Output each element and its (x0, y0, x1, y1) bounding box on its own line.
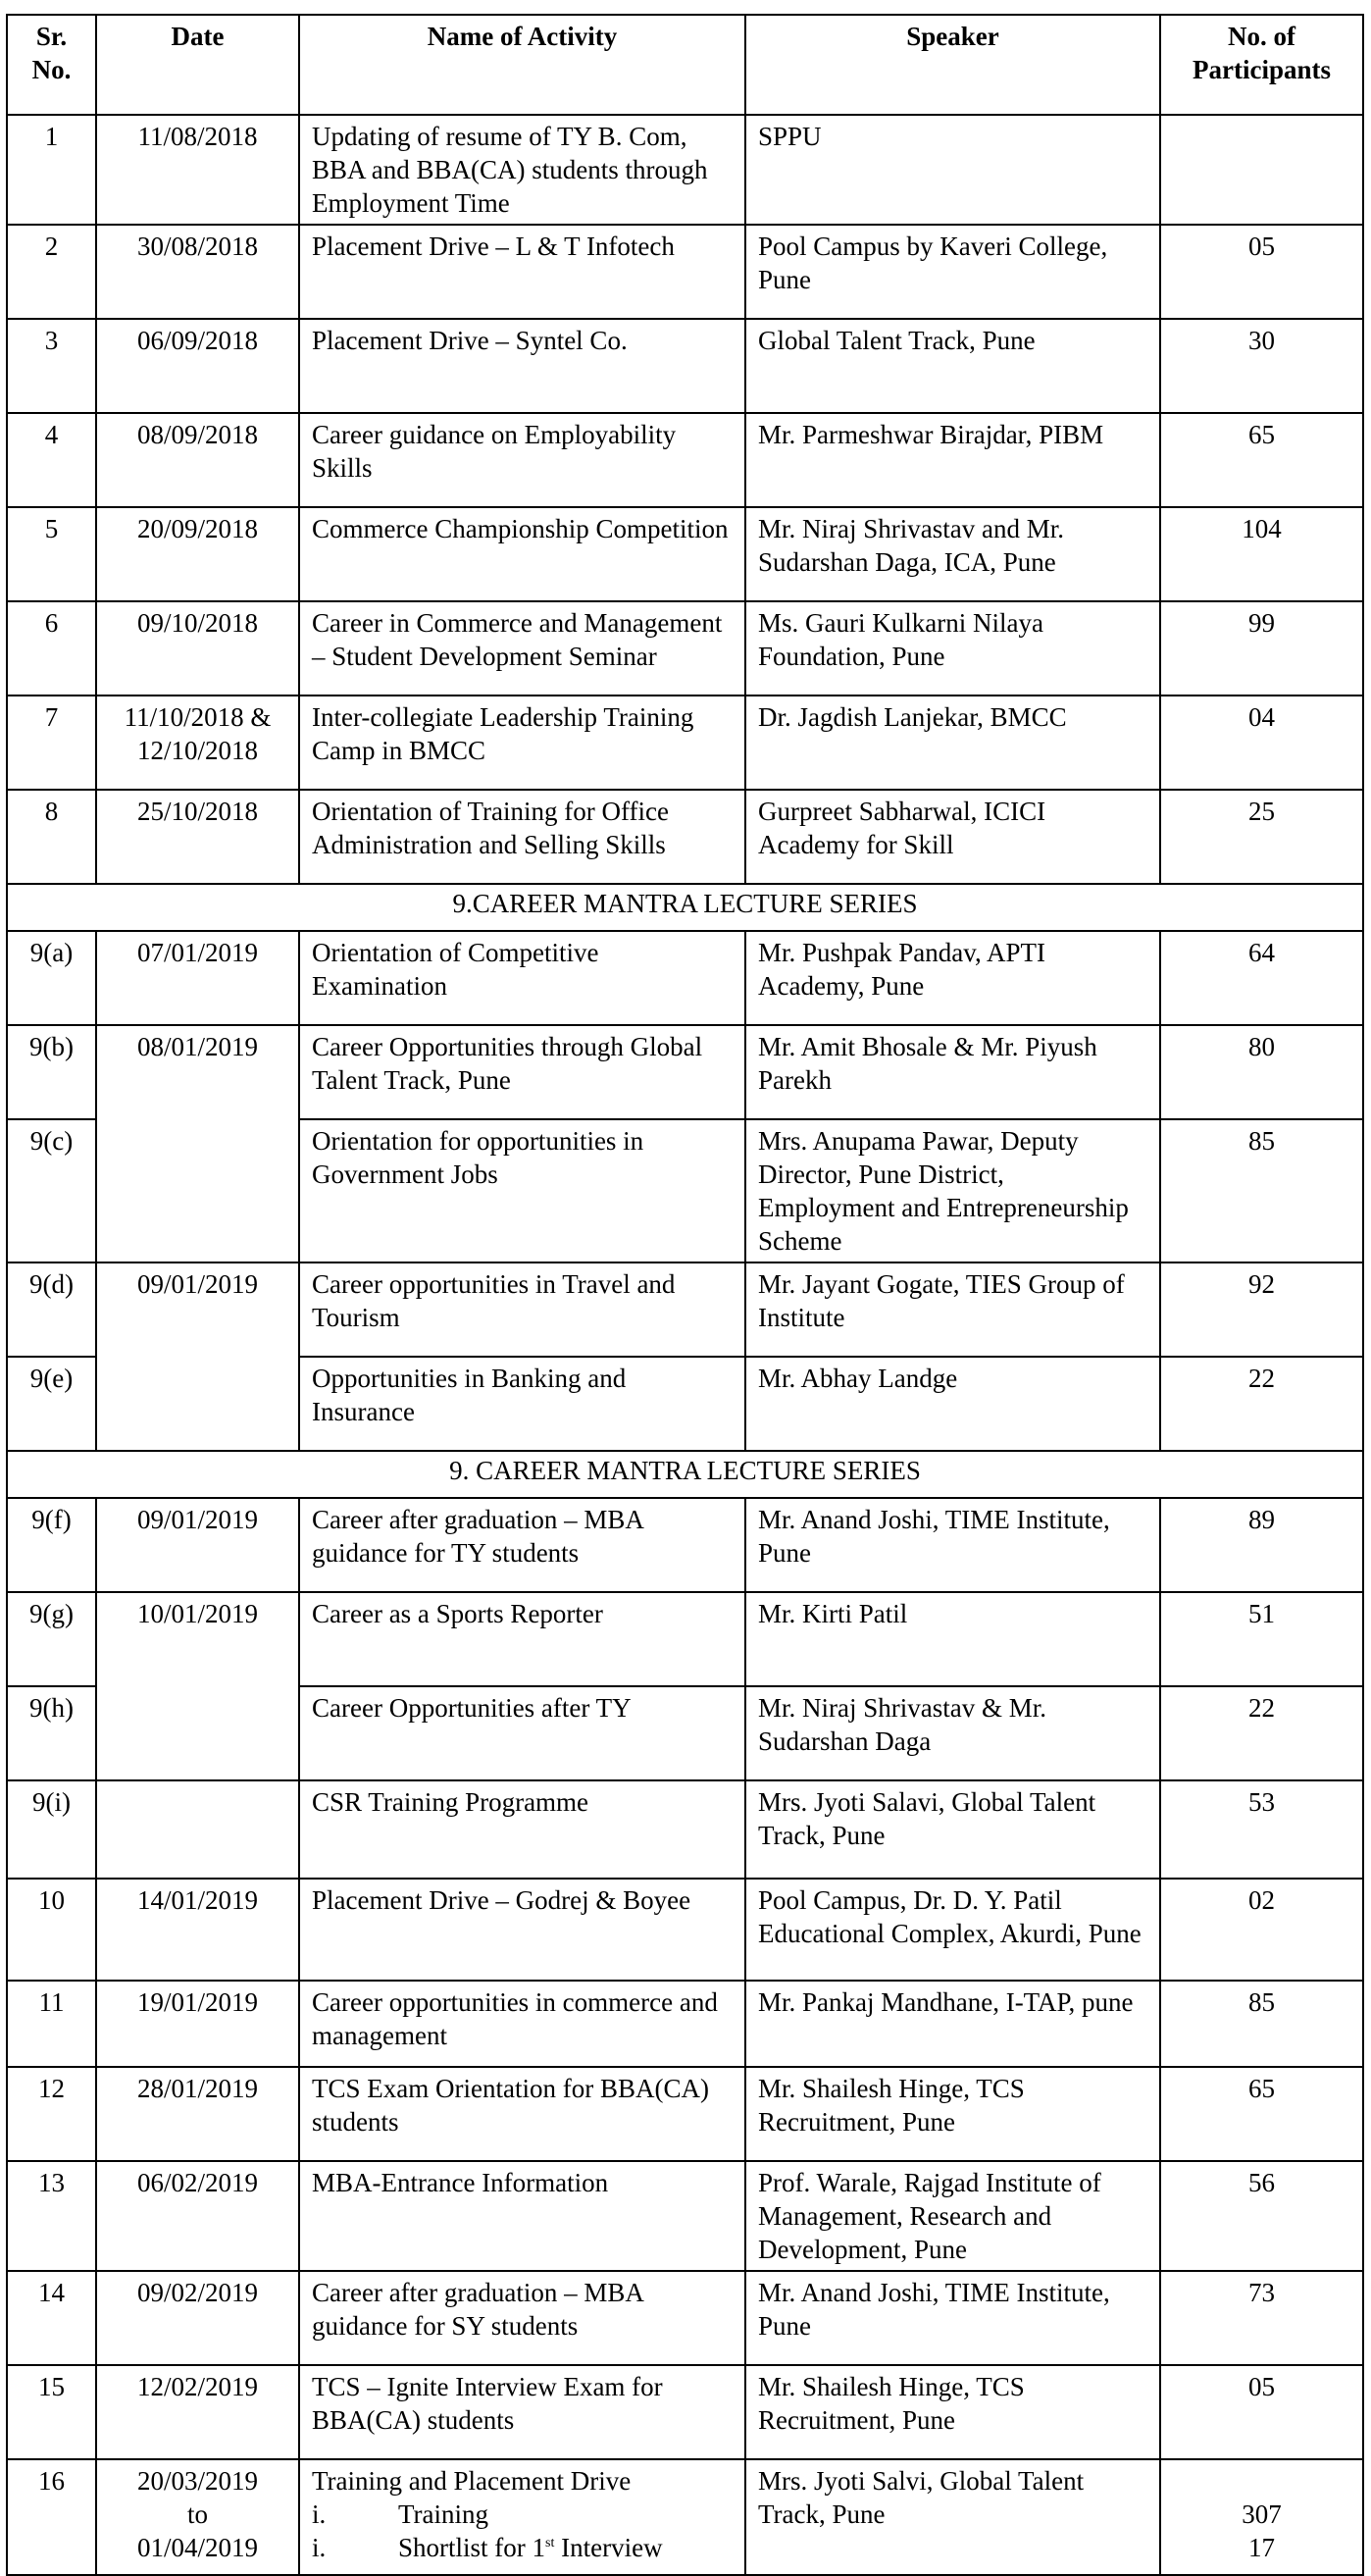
cell-activity: CSR Training Programme (299, 1780, 745, 1879)
table-row (7, 790, 1363, 884)
header-row (7, 15, 1363, 115)
subitem-text: Shortlist for 1 (398, 2533, 546, 2562)
subitem-number: i. (312, 2533, 327, 2562)
cell-activity: Career in Commerce and Management – Student Development Seminar (299, 601, 745, 696)
table-row (7, 1780, 1363, 1879)
participants-shortlist: 17 (1248, 2533, 1275, 2562)
cell-participants (1160, 115, 1363, 225)
cell-speaker: Mr. Anand Joshi, TIME Institute, Pune (745, 2271, 1160, 2365)
table-row (7, 2271, 1363, 2365)
cell-activity: Placement Drive – Syntel Co. (299, 319, 745, 413)
header-activity: Name of Activity (299, 15, 745, 115)
cell-participants: 02 (1160, 1879, 1363, 1981)
cell-sr-no: 15 (7, 2365, 96, 2459)
cell-date: 12/02/2019 (96, 2365, 299, 2459)
activities-table (6, 14, 1364, 2576)
activity-subitem (312, 2531, 733, 2564)
cell-date: 06/09/2018 (96, 319, 299, 413)
cell-date: 07/01/2019 (96, 931, 299, 1025)
table-row (7, 2459, 1363, 2575)
cell-sr-no: 9(b) (7, 1025, 96, 1119)
cell-date: 20/09/2018 (96, 507, 299, 601)
cell-sr-no: 9(a) (7, 931, 96, 1025)
cell-sr-no: 9(g) (7, 1592, 96, 1686)
cell-date: 11/10/2018 & 12/10/2018 (96, 696, 299, 790)
cell-date: 19/01/2019 (96, 1981, 299, 2067)
cell-sr-no: 2 (7, 225, 96, 319)
cell-activity: Career Opportunities through Global Talent Track, Pune (299, 1025, 745, 1119)
cell-speaker: Mr. Jayant Gogate, TIES Group of Institute (745, 1262, 1160, 1357)
cell-activity: TCS Exam Orientation for BBA(CA) students (299, 2067, 745, 2161)
cell-date: 10/01/2019 (96, 1592, 299, 1780)
cell-activity: Career opportunities in Travel and Tourism (299, 1262, 745, 1357)
cell-speaker: Mr. Anand Joshi, TIME Institute, Pune (745, 1498, 1160, 1592)
cell-activity: Orientation of Training for Office Administration and Selling Skills (299, 790, 745, 884)
participants-spacer (1173, 2464, 1350, 2498)
cell-activity: Inter-collegiate Leadership Training Camp in BMCC (299, 696, 745, 790)
table-row (7, 225, 1363, 319)
table-row (7, 2067, 1363, 2161)
cell-activity: Commerce Championship Competition (299, 507, 745, 601)
cell-sr-no: 13 (7, 2161, 96, 2271)
subitem-text: Training (398, 2499, 489, 2529)
cell-activity: Career as a Sports Reporter (299, 1592, 745, 1686)
cell-participants: 73 (1160, 2271, 1363, 2365)
section-header-row (7, 884, 1363, 931)
cell-participants: 04 (1160, 696, 1363, 790)
section-header-row (7, 1451, 1363, 1498)
cell-sr-no: 9(f) (7, 1498, 96, 1592)
table-row (7, 2161, 1363, 2271)
cell-date (96, 2459, 299, 2575)
cell-speaker: Mr. Niraj Shrivastav & Mr. Sudarshan Daga (745, 1686, 1160, 1780)
table-row (7, 1262, 1363, 1357)
cell-speaker: Ms. Gauri Kulkarni Nilaya Foundation, Pune (745, 601, 1160, 696)
cell-activity: Opportunities in Banking and Insurance (299, 1357, 745, 1451)
cell-speaker: SPPU (745, 115, 1160, 225)
cell-participants: 05 (1160, 225, 1363, 319)
cell-date: 08/09/2018 (96, 413, 299, 507)
table-row (7, 2365, 1363, 2459)
activity-title: Training and Placement Drive (312, 2466, 632, 2496)
cell-speaker: Mrs. Jyoti Salvi, Global Talent Track, Pune (745, 2459, 1160, 2575)
cell-activity: Placement Drive – L & T Infotech (299, 225, 745, 319)
header-date: Date (96, 15, 299, 115)
cell-activity: Updating of resume of TY B. Com, BBA and BBA(CA) students through Employment Time (299, 115, 745, 225)
cell-date: 09/01/2019 (96, 1498, 299, 1592)
cell-sr-no: 10 (7, 1879, 96, 1981)
table-row (7, 696, 1363, 790)
date-to-word: to (186, 2499, 208, 2529)
cell-participants: 05 (1160, 2365, 1363, 2459)
subitem-number: i. (312, 2499, 327, 2529)
cell-participants: 80 (1160, 1025, 1363, 1119)
section-title: 9.CAREER MANTRA LECTURE SERIES (7, 884, 1363, 931)
table-body (7, 115, 1363, 2575)
cell-participants: 99 (1160, 601, 1363, 696)
cell-speaker: Gurpreet Sabharwal, ICICI Academy for Skill (745, 790, 1160, 884)
table-row (7, 601, 1363, 696)
cell-sr-no: 9(h) (7, 1686, 96, 1780)
cell-activity: TCS – Ignite Interview Exam for BBA(CA) students (299, 2365, 745, 2459)
table-row (7, 413, 1363, 507)
cell-date (96, 1780, 299, 1879)
cell-participants: 64 (1160, 931, 1363, 1025)
cell-activity: Career guidance on Employability Skills (299, 413, 745, 507)
cell-activity: Orientation for opportunities in Government Jobs (299, 1119, 745, 1262)
cell-participants: 53 (1160, 1780, 1363, 1879)
subitem-superscript: st (545, 2536, 555, 2550)
cell-participants: 85 (1160, 1119, 1363, 1262)
cell-participants: 51 (1160, 1592, 1363, 1686)
section-title: 9. CAREER MANTRA LECTURE SERIES (7, 1451, 1363, 1498)
cell-speaker: Mr. Pankaj Mandhane, I-TAP, pune (745, 1981, 1160, 2067)
cell-sr-no: 9(c) (7, 1119, 96, 1262)
cell-date: 06/02/2019 (96, 2161, 299, 2271)
cell-date: 09/10/2018 (96, 601, 299, 696)
cell-date: 09/01/2019 (96, 1262, 299, 1451)
date-from: 20/03/2019 (136, 2466, 258, 2496)
table-row (7, 1025, 1363, 1119)
cell-sr-no: 11 (7, 1981, 96, 2067)
cell-activity: Career opportunities in commerce and management (299, 1981, 745, 2067)
cell-activity: Orientation of Competitive Examination (299, 931, 745, 1025)
cell-date: 11/08/2018 (96, 115, 299, 225)
cell-sr-no: 9(e) (7, 1357, 96, 1451)
cell-activity: Career after graduation – MBA guidance for TY students (299, 1498, 745, 1592)
cell-participants: 92 (1160, 1262, 1363, 1357)
table-row (7, 1981, 1363, 2067)
cell-speaker: Mr. Amit Bhosale & Mr. Piyush Parekh (745, 1025, 1160, 1119)
cell-speaker: Dr. Jagdish Lanjekar, BMCC (745, 696, 1160, 790)
cell-sr-no: 6 (7, 601, 96, 696)
table-row (7, 1592, 1363, 1686)
cell-participants: 89 (1160, 1498, 1363, 1592)
cell-date: 14/01/2019 (96, 1879, 299, 1981)
cell-activity: Career Opportunities after TY (299, 1686, 745, 1780)
cell-date: 25/10/2018 (96, 790, 299, 884)
table-row (7, 319, 1363, 413)
cell-participants: 104 (1160, 507, 1363, 601)
header-sr-no: Sr. No. (7, 15, 96, 115)
cell-participants: 56 (1160, 2161, 1363, 2271)
subitem-text-end: Interview (554, 2533, 663, 2562)
cell-speaker: Pool Campus, Dr. D. Y. Patil Educational Complex, Akurdi, Pune (745, 1879, 1160, 1981)
cell-sr-no: 1 (7, 115, 96, 225)
table-row (7, 115, 1363, 225)
cell-participants (1160, 2459, 1363, 2575)
table-row (7, 1498, 1363, 1592)
activity-subitem (312, 2498, 733, 2531)
cell-sr-no: 14 (7, 2271, 96, 2365)
date-to: 01/04/2019 (136, 2533, 258, 2562)
table-row (7, 931, 1363, 1025)
cell-activity: Placement Drive – Godrej & Boyee (299, 1879, 745, 1981)
cell-speaker: Pool Campus by Kaveri College, Pune (745, 225, 1160, 319)
cell-date: 30/08/2018 (96, 225, 299, 319)
header-speaker: Speaker (745, 15, 1160, 115)
cell-date: 08/01/2019 (96, 1025, 299, 1262)
cell-participants: 30 (1160, 319, 1363, 413)
cell-sr-no: 8 (7, 790, 96, 884)
cell-participants: 65 (1160, 413, 1363, 507)
cell-speaker: Mr. Abhay Landge (745, 1357, 1160, 1451)
table-row (7, 507, 1363, 601)
cell-sr-no: 9(d) (7, 1262, 96, 1357)
cell-participants: 25 (1160, 790, 1363, 884)
cell-speaker: Prof. Warale, Rajgad Institute of Management, Research and Development, Pune (745, 2161, 1160, 2271)
cell-participants: 22 (1160, 1357, 1363, 1451)
cell-sr-no: 16 (7, 2459, 96, 2575)
cell-activity: MBA-Entrance Information (299, 2161, 745, 2271)
cell-date: 28/01/2019 (96, 2067, 299, 2161)
participants-training: 307 (1242, 2499, 1282, 2529)
cell-speaker: Global Talent Track, Pune (745, 319, 1160, 413)
cell-participants: 22 (1160, 1686, 1363, 1780)
cell-sr-no: 12 (7, 2067, 96, 2161)
cell-speaker: Mr. Pushpak Pandav, APTI Academy, Pune (745, 931, 1160, 1025)
cell-activity: Career after graduation – MBA guidance for SY students (299, 2271, 745, 2365)
cell-sr-no: 4 (7, 413, 96, 507)
cell-speaker: Mr. Parmeshwar Birajdar, PIBM (745, 413, 1160, 507)
header-participants: No. of Participants (1160, 15, 1363, 115)
cell-speaker: Mr. Kirti Patil (745, 1592, 1160, 1686)
cell-speaker: Mr. Niraj Shrivastav and Mr. Sudarshan Daga, ICA, Pune (745, 507, 1160, 601)
cell-participants: 85 (1160, 1981, 1363, 2067)
cell-speaker: Mr. Shailesh Hinge, TCS Recruitment, Pune (745, 2067, 1160, 2161)
cell-participants: 65 (1160, 2067, 1363, 2161)
cell-speaker: Mrs. Jyoti Salavi, Global Talent Track, Pune (745, 1780, 1160, 1879)
cell-activity (299, 2459, 745, 2575)
cell-speaker: Mr. Shailesh Hinge, TCS Recruitment, Pune (745, 2365, 1160, 2459)
cell-sr-no: 7 (7, 696, 96, 790)
cell-sr-no: 3 (7, 319, 96, 413)
cell-sr-no: 5 (7, 507, 96, 601)
table-row (7, 1879, 1363, 1981)
cell-speaker: Mrs. Anupama Pawar, Deputy Director, Pune District, Employment and Entrepreneurship Scheme (745, 1119, 1160, 1262)
cell-date: 09/02/2019 (96, 2271, 299, 2365)
cell-sr-no: 9(i) (7, 1780, 96, 1879)
